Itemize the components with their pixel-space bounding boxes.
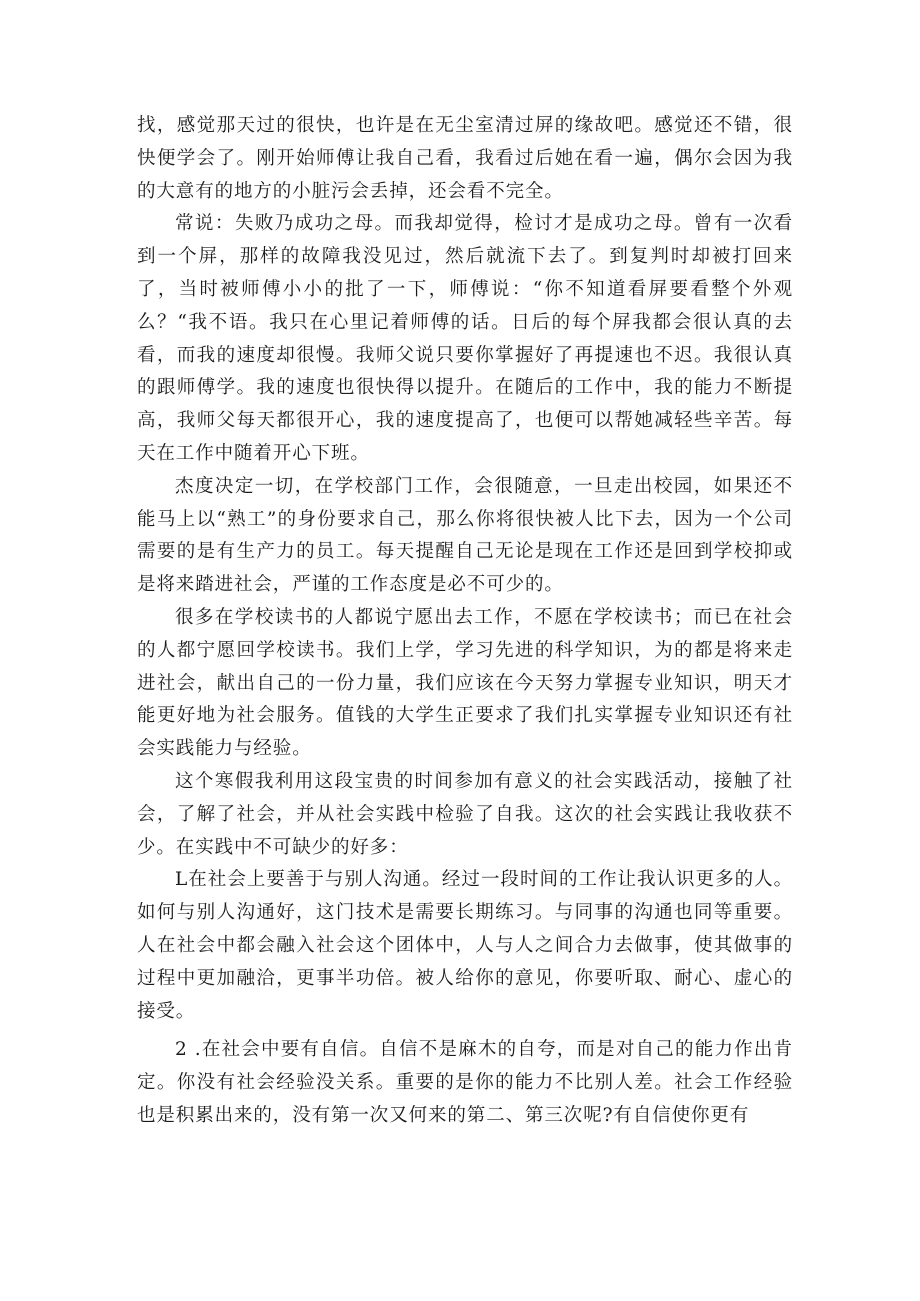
paragraph-3: 杰度决定一切，在学校部门工作，会很随意，一旦走出校园，如果还不能马上以“熟工”的身份要求自己，那么你将很快被人比下去，因为一个公司需要的是有生产力的员工。每天提醒自己无论是现在工作还是回到学校抑或是将来踏进社会，严谨的工作态度是必不可少的。	[137, 475, 793, 596]
paragraph-6: L在社会上要善于与别人沟通。经过一段时间的工作让我认识更多的人。如何与别人沟通好，这门技术是需要长期练习。与同事的沟通也同等重要。人在社会中都会融入社会这个团体中，人与人之间合力去做事，使其做事的过程中更加融洽，更事半功倍。被人给你的意见，你要听取、耐心、虚心的接受。	[137, 869, 793, 1022]
document-body	[137, 110, 793, 1133]
paragraph-7: 2 .在社会中要有自信。自信不是麻木的自夸，而是对自己的能力作出肯定。你没有社会经验没关系。重要的是你的能力不比别人差。社会工作经验也是积累出来的，没有第一次又何来的第二、第三次呢?有自信使你更有	[137, 1039, 793, 1126]
paragraph-5: 这个寒假我利用这段宝贵的时间参加有意义的社会实践活动，接触了社会，了解了社会，并从社会实践中检验了自我。这次的社会实践让我收获不少。在实践中不可缺少的好多：	[137, 770, 793, 858]
paragraph-1: 找，感觉那天过的很快，也许是在无尘室清过屏的缘故吧。感觉还不错，很快便学会了。刚开始师傅让我自己看，我看过后她在看一遍，偶尔会因为我的大意有的地方的小脏污会丢掉，还会看不完全。	[137, 115, 793, 202]
paragraph-4: 很多在学校读书的人都说宁愿出去工作，不愿在学校读书；而已在社会的人都宁愿回学校读书。我们上学，学习先进的科学知识，为的都是将来走进社会，献出自己的一份力量，我们应该在今天努力掌握专业知识，明天才能更好地为社会服务。值钱的大学生正要求了我们扎实掌握专业知识还有社会实践能力与经验。	[137, 606, 793, 760]
paragraph-2: 常说：失败乃成功之母。而我却觉得，检讨才是成功之母。曾有一次看到一个屏，那样的故障我没见过，然后就流下去了。到复判时却被打回来了，当时被师傅小小的批了一下，师傅说：“你不知道看屏要看整个外观么？“我不语。我只在心里记着师傅的话。日后的每个屏我都会很认真的去看，而我的速度却很慢。我师父说只要你掌握好了再提速也不迟。我很认真的跟师傅学。我的速度也很快得以提升。在随后的工作中，我的能力不断提高，我师父每天都很开心，我的速度提高了，也便可以帮她减轻些辛苦。每天在工作中随着开心下班。	[137, 213, 793, 464]
